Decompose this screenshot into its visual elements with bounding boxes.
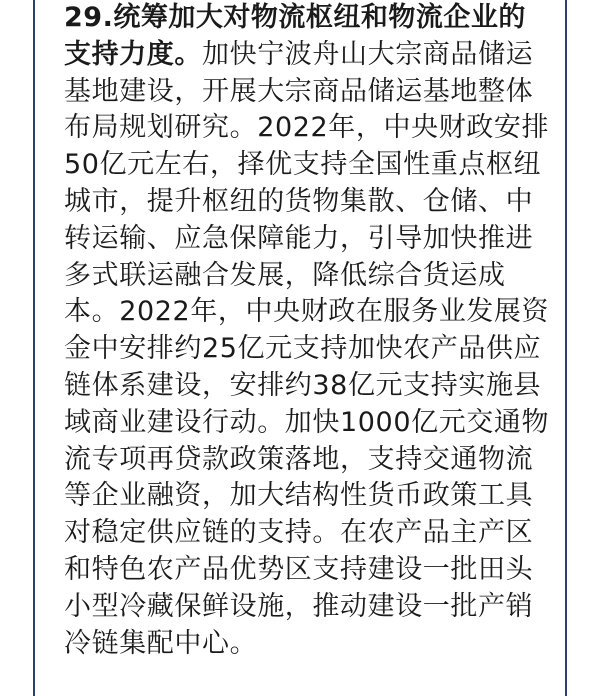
paragraph-line: 本。2022年，中央财政在服务业发展资 (64, 296, 550, 328)
paragraph-line: 金中安排约25亿元支持加快农产品供应 (64, 333, 542, 365)
paragraph-line: 多式联运融合发展，降低综合货运成 (64, 259, 506, 291)
paragraph-line: 50亿元左右，择优支持全国性重点枢纽 (64, 149, 542, 181)
paragraph-line: 域商业建设行动。加快1000亿元交通物 (64, 406, 550, 438)
paragraph-line: 转运输、应急保障能力，引导加快推进 (64, 222, 534, 254)
paragraph-line: 小型冷藏保鲜设施，推动建设一批产销 (64, 590, 534, 622)
paragraph-line: 等企业融资，加大结构性货币政策工具 (64, 480, 534, 512)
paragraph-line: 流专项再贷款政策落地，支持交通物流 (64, 443, 534, 475)
paragraph-line: 对稳定供应链的支持。在农产品主产区 (64, 517, 534, 549)
frame-border-left (33, 0, 35, 696)
frame-border-right (565, 0, 567, 696)
paragraph-line: 冷链集配中心。 (64, 627, 258, 659)
paragraph-heading: 29.统筹加大对物流枢纽和物流企业的 (64, 2, 526, 33)
paragraph-line: 链体系建设，安排约38亿元支持实施县 (64, 369, 542, 401)
paragraph-line: 基地建设，开展大宗商品储运基地整体 (64, 75, 534, 107)
paragraph-line: 和特色农产品优势区支持建设一批田头 (64, 553, 534, 585)
paragraph-line (64, 37, 544, 74)
article-paragraph (64, 0, 550, 662)
heading-continuation: 支持力度。 (64, 38, 202, 70)
paragraph-line: 布局规划研究。2022年，中央财政安排 (64, 112, 550, 144)
paragraph-line: 城市，提升枢纽的货物集散、仓储、中 (64, 185, 534, 217)
line-text: 加快宁波舟山大宗商品储运 (202, 38, 534, 70)
